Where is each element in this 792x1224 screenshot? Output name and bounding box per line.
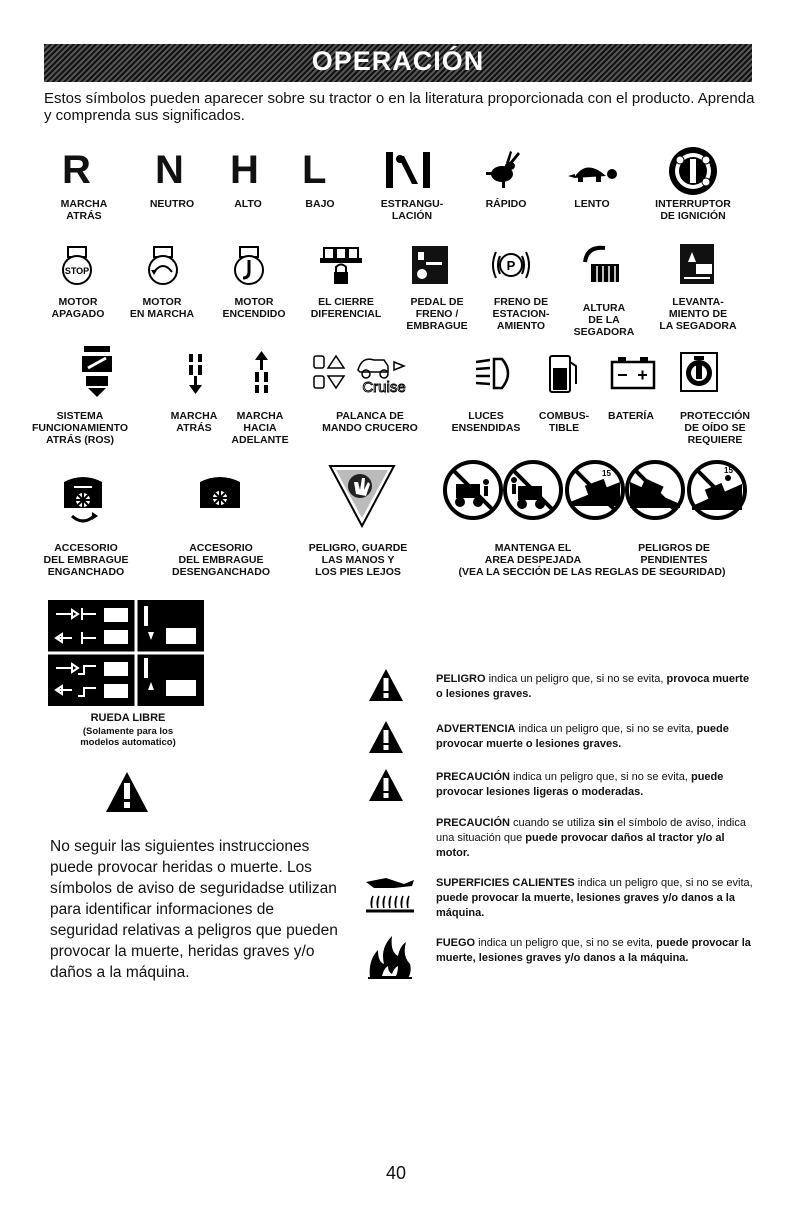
def-caution-mid: indica un peligro que, si no se evita, — [509, 771, 691, 783]
keep-area-clear-icon-1 — [440, 460, 506, 520]
def-fire-term: FUEGO — [436, 937, 476, 949]
label-safety-ref: (VEA LA SECCIÓN DE LAS REGLAS DE SEGURIDAD) — [458, 566, 726, 578]
free-wheel-diagram — [48, 600, 204, 706]
def-warning-term: ADVERTENCIA — [436, 723, 516, 735]
section-title: OPERACIÓN — [311, 46, 485, 76]
cruise-text: Cruise — [362, 379, 406, 396]
def-warning — [436, 722, 756, 752]
label-engine-start: MOTOR ENCENDIDO — [222, 296, 286, 320]
engine-start-icon — [229, 246, 269, 286]
label-slope-hazards: PELIGROS DE PENDIENTES — [638, 542, 710, 566]
label-engine-run: MOTOR EN MARCHA — [129, 296, 195, 320]
mower-lift-icon — [680, 244, 714, 284]
label-keep-area-clear: MANTENGA EL AREA DESPEJADA — [484, 542, 582, 566]
reverse-operation-system-icon — [80, 344, 116, 398]
def-danger — [436, 672, 756, 702]
hot-surface-icon — [364, 874, 416, 914]
slope-hazard-icon-1 — [562, 460, 628, 520]
stop-text: STOP — [64, 266, 90, 276]
attachment-clutch-engaged-icon — [62, 474, 104, 528]
def-danger-mid: indica un peligro que, si no se evita, — [485, 673, 667, 685]
label-hearing: PROTECCIÓN DE OÍDO SE REQUIERE — [679, 410, 750, 446]
attachment-clutch-disengaged-icon — [198, 474, 242, 510]
label-clutch-disengaged: ACCESORIO DEL EMBRAGUE DESENGANCHADO — [171, 542, 270, 578]
label-cruise: PALANCA DE MANDO CRUCERO — [322, 410, 418, 434]
page-number: 40 — [385, 1163, 407, 1183]
rabbit-icon — [482, 150, 522, 190]
hearing-protection-icon — [680, 352, 718, 392]
svg-text:P: P — [506, 258, 516, 273]
slope-text-1: 15 — [602, 469, 611, 478]
label-mower-lift: LEVANTA- MIENTO DE LA SEGADORA — [659, 296, 737, 332]
def-danger-term: PELIGRO — [436, 673, 486, 685]
def-hot-mid: indica un peligro que, si no se evita, — [574, 877, 753, 889]
turtle-icon — [566, 158, 618, 184]
label-choke: ESTRANGU- LACIÓN — [380, 198, 444, 222]
def-warning-bold: puede provocar muerte o lesiones graves. — [436, 723, 729, 750]
label-mower-height: ALTURA DE LA SEGADORA — [573, 302, 635, 338]
label-slow: LENTO — [574, 198, 610, 210]
low-letter: L — [302, 148, 327, 192]
keep-hands-feet-away-icon — [328, 464, 396, 528]
def-fire — [436, 936, 756, 966]
def-caution2-bold: sin — [598, 817, 614, 829]
label-neutral: NEUTRO — [149, 198, 195, 210]
def-caution-bold: puede provocar lesiones ligeras o moderadas. — [436, 771, 724, 798]
def-hot-bold: puede provocar la muerte, lesiones graves y/o danos a la máquina. — [436, 892, 735, 919]
fire-icon — [366, 934, 414, 980]
slope-text-2: 15 — [724, 466, 733, 475]
engine-stop-icon — [57, 246, 97, 286]
free-wheel-note: (Solamente para los modelos automatico) — [80, 726, 176, 748]
label-high: ALTO — [234, 198, 262, 210]
label-battery: BATERÍA — [608, 410, 654, 422]
cruise-control-icon — [310, 350, 430, 398]
def-hot-term: SUPERFICIES CALIENTES — [436, 877, 575, 889]
label-fuel: COMBUS- TIBLE — [538, 410, 590, 434]
label-low: BAJO — [305, 198, 335, 210]
forward-gear-icon — [252, 350, 272, 396]
label-keep-hands-away: PELIGRO, GUARDE LAS MANOS Y LOS PIES LEJOS — [308, 542, 408, 578]
choke-icon — [386, 150, 432, 190]
warning-alert-icon — [368, 720, 404, 754]
def-caution2-tail: el símbolo de aviso, indica una situación que — [436, 817, 746, 844]
slope-hazard-icon-3 — [684, 460, 750, 520]
reverse-letter: R — [62, 148, 91, 192]
label-ignition: INTERRUPTOR DE IGNICIÓN — [655, 198, 731, 222]
battery-icon — [610, 356, 656, 390]
free-wheel-title: RUEDA LIBRE — [90, 712, 166, 724]
fuel-icon — [548, 354, 580, 394]
label-fast: RÁPIDO — [485, 198, 527, 210]
def-caution-term: PRECAUCIÓN — [436, 771, 510, 783]
slope-hazard-icon-2 — [622, 460, 688, 520]
intro-text: Estos símbolos pueden aparecer sobre su tractor o en la literatura proporcionada con el producto. Aprenda y comprenda sus significados. — [44, 90, 755, 124]
label-clutch-engaged: ACCESORIO DEL EMBRAGUE ENGANCHADO — [43, 542, 129, 578]
label-reverse-gear: MARCHA ATRÁS — [170, 410, 218, 434]
caution-alert-icon — [368, 768, 404, 802]
def-caution2-term: PRECAUCIÓN — [436, 817, 510, 829]
section-banner — [44, 44, 752, 82]
label-clutch-pedal: PEDAL DE FRENO / EMBRAGUE — [406, 296, 468, 332]
def-warning-mid: indica un peligro que, si no se evita, — [515, 723, 697, 735]
label-forward-gear: MARCHA HACIA ADELANTE — [231, 410, 289, 446]
differential-lock-icon — [318, 246, 364, 286]
label-lights: LUCES ENSENDIDAS — [451, 410, 521, 434]
def-fire-mid: indica un peligro que, si no se evita, — [475, 937, 657, 949]
danger-alert-icon — [368, 668, 404, 702]
mower-height-icon — [577, 244, 623, 286]
def-caution2-bold2: puede provocar daños al tractor y/o al motor. — [436, 832, 725, 859]
engine-run-icon — [143, 246, 183, 286]
def-hot-surfaces — [436, 876, 756, 921]
high-letter: H — [230, 148, 259, 192]
def-fire-bold: puede provocar la muerte, lesiones graves y/o danos a la máquina. — [436, 937, 751, 964]
label-engine-off: MOTOR APAGADO — [51, 296, 105, 320]
def-caution2-mid: cuando se utiliza — [509, 817, 599, 829]
reverse-gear-icon — [186, 352, 206, 396]
headlights-icon — [474, 356, 516, 392]
label-reverse: MARCHA ATRÁS — [60, 198, 108, 222]
label-diff-lock: EL CIERRE DIFERENCIAL — [310, 296, 382, 320]
warning-paragraph: No seguir las siguientes instrucciones puede provocar heridas o muerte. Los símbolos de aviso de seguridadse utilizan para identificar informaciones de seguridad relativas a peligros que pueden provocar la muerte, heridas graves y/o daños a la máquina. — [50, 838, 338, 981]
def-caution — [436, 770, 756, 800]
clutch-brake-pedal-icon — [412, 246, 448, 284]
safety-alert-icon — [104, 770, 150, 814]
def-danger-bold: provoca muerte o lesiones graves. — [436, 673, 750, 700]
neutral-letter: N — [155, 148, 184, 192]
def-caution-no-symbol — [436, 816, 756, 861]
label-ros: SISTEMA FUNCIONAMIENTO ATRÁS (ROS) — [31, 410, 129, 446]
parking-brake-icon — [490, 244, 532, 286]
label-parking-brake: FRENO DE ESTACION- AMIENTO — [492, 296, 550, 332]
ignition-switch-icon — [668, 146, 718, 196]
keep-area-clear-icon-2 — [500, 460, 566, 520]
